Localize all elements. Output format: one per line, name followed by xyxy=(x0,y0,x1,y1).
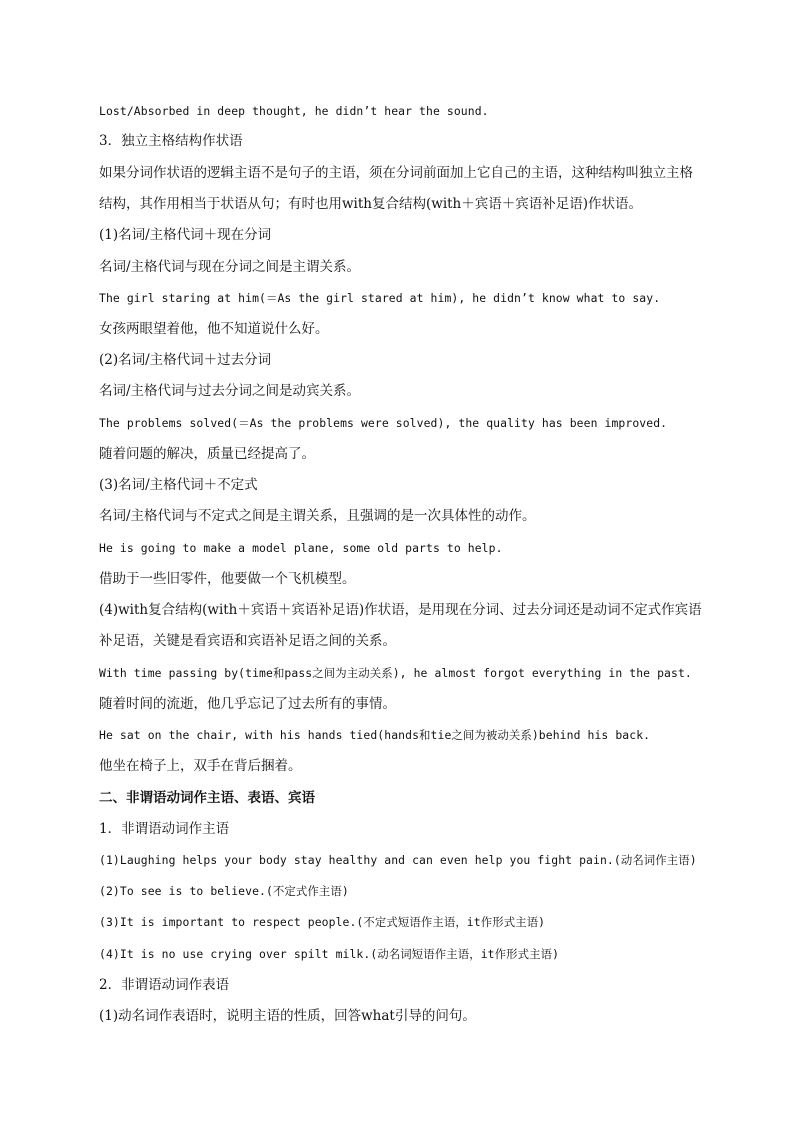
example-sentence: The girl staring at him(＝As the girl stared at him), he didn’t know what to say. xyxy=(99,291,661,305)
example-sentence: He sat on the chair, with his hands tied(hands和tie之间为被动关系)behind his back. xyxy=(99,728,651,742)
paragraph-line: 如果分词作状语的逻辑主语不是句子的主语，须在分词前面加上它自己的主语，这种结构叫独立主格 xyxy=(99,165,693,181)
translation-line: 随着时间的流逝，他几乎忘记了过去所有的事情。 xyxy=(99,696,396,712)
list-heading: (2)名词/主格代词＋过去分词 xyxy=(99,352,272,368)
translation-line: 他坐在椅子上，双手在背后捆着。 xyxy=(99,758,302,774)
translation-line: 借助于一些旧零件，他要做一个飞机模型。 xyxy=(99,571,356,587)
example-sentence: The problems solved(＝As the problems were solved), the quality has been improved. xyxy=(99,416,668,430)
paragraph-line: 名词/主格代词与不定式之间是主谓关系，且强调的是一次具体性的动作。 xyxy=(99,508,536,524)
subsection-heading: 2．非谓语动词作表语 xyxy=(99,977,230,993)
paragraph-line: (1)动名词作表语时，说明主语的性质，回答what引导的问句。 xyxy=(99,1008,476,1024)
example-sentence: (3)It is important to respect people.(不定式短语作主语，it作形式主语) xyxy=(99,915,546,929)
example-sentence: (4)It is no use crying over spilt milk.(动名词短语作主语，it作形式主语) xyxy=(99,947,560,961)
list-heading: (3)名词/主格代词＋不定式 xyxy=(99,477,258,493)
example-sentence: (1)Laughing helps your body stay healthy and can even help you fight pain.(动名词作主语) xyxy=(99,853,697,867)
paragraph-line: 结构，其作用相当于状语从句；有时也用with复合结构(with＋宾语＋宾语补足语)作状语。 xyxy=(99,196,643,212)
paragraph-line: (4)with复合结构(with＋宾语＋宾语补足语)作状语，是用现在分词、过去分词还是动词不定式作宾语 xyxy=(99,602,702,618)
list-heading: (1)名词/主格代词＋现在分词 xyxy=(99,227,272,243)
example-sentence: Lost/Absorbed in deep thought, he didn’t hear the sound. xyxy=(99,104,489,118)
translation-line: 随着问题的解决，质量已经提高了。 xyxy=(99,446,315,462)
subsection-heading: 3．独立主格结构作状语 xyxy=(99,133,243,149)
paragraph-line: 名词/主格代词与现在分词之间是主谓关系。 xyxy=(99,259,361,275)
example-sentence: (2)To see is to believe.(不定式作主语) xyxy=(99,884,349,898)
subsection-heading: 1．非谓语动词作主语 xyxy=(99,821,230,837)
paragraph-line: 补足语，关键是看宾语和宾语补足语之间的关系。 xyxy=(99,633,396,649)
paragraph-line: 名词/主格代词与过去分词之间是动宾关系。 xyxy=(99,383,361,399)
example-sentence: With time passing by(time和pass之间为主动关系), he almost forgot everything in the past. xyxy=(99,666,692,680)
translation-line: 女孩两眼望着他，他不知道说什么好。 xyxy=(99,321,329,337)
section-heading: 二、非谓语动词作主语、表语、宾语 xyxy=(99,790,315,806)
example-sentence: He is going to make a model plane, some old parts to help. xyxy=(99,541,503,555)
